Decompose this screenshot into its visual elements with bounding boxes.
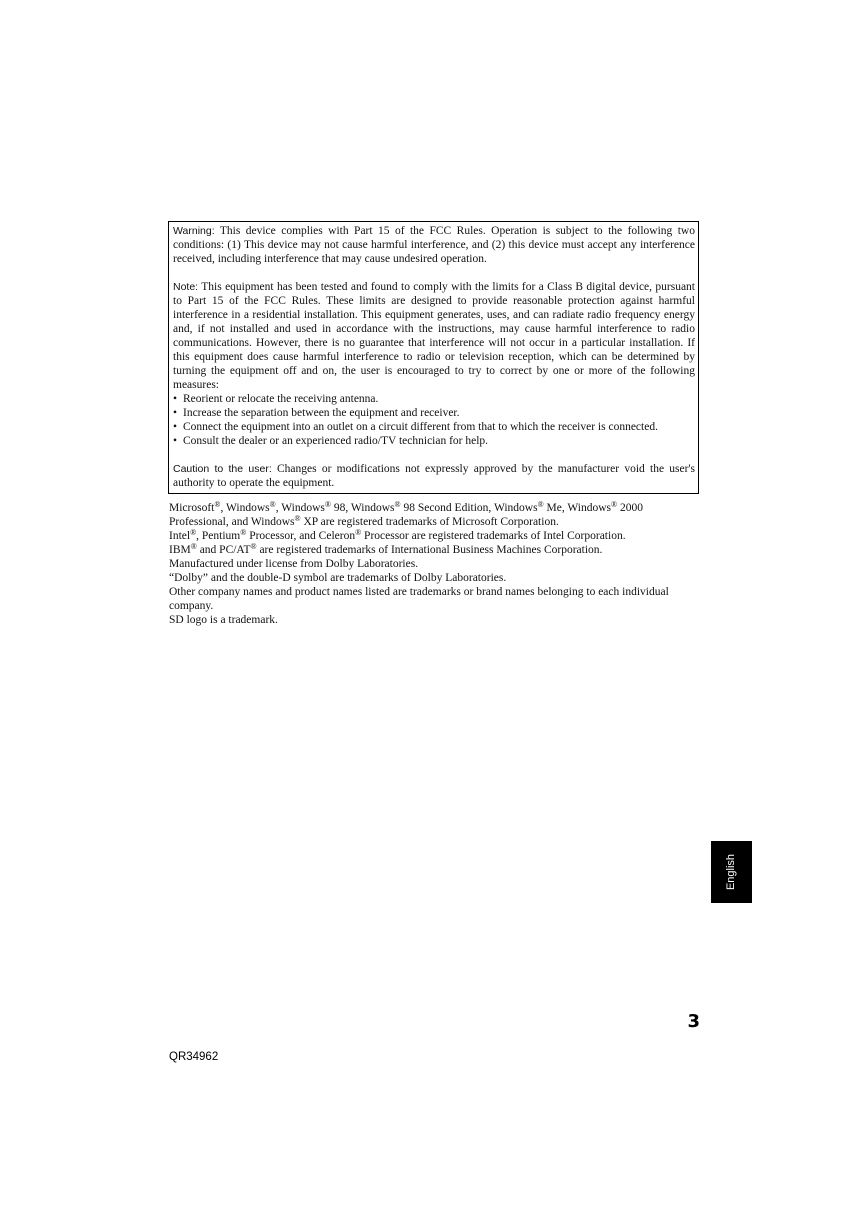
registered-mark: ® — [394, 500, 401, 509]
registered-mark: ® — [240, 528, 247, 537]
measures-list — [173, 392, 695, 448]
registered-mark: ® — [250, 542, 257, 551]
page-number: 3 — [687, 1011, 700, 1032]
fcc-notice-box — [168, 221, 699, 494]
dolby-trademark: “Dolby” and the double-D symbol are trademarks of Dolby Laboratories. — [169, 572, 507, 584]
document-code: QR34962 — [169, 1051, 219, 1063]
warning-lead: Warning: — [173, 225, 215, 237]
registered-mark: ® — [294, 514, 301, 523]
bullet-icon: • — [173, 421, 178, 433]
note-text: This equipment has been tested and found to comply with the limits for a Class B digital device, pursuant to Part 15 of the FCC Rules. These limits are designed to provide reasonable protection against harmful interference in a residential installation. This equipment generates, uses, and can radiate radio frequency energy and, if not installed and used in accordance with the instructions, may cause harmful interference to radio communications. However, there is no guarantee that interference will not occur in a particular installation. If this equipment does cause harmful interference to radio or television reception, which can be determined by turning the equipment off and on, the user is encouraged to try to correct by one or more of the following measures: — [173, 281, 695, 391]
caution-text: Changes or modifications not expressly approved by the manufacturer void the user's authority to operate the equipment. — [173, 463, 696, 489]
tm-text: 98 Second Edition, Windows — [400, 502, 538, 514]
other-trademarks: Other company names and product names listed are trademarks or brand names belonging to each individual company. — [169, 586, 669, 612]
registered-mark: ® — [355, 528, 362, 537]
note-lead: Note: — [173, 281, 199, 293]
tm-text: Intel — [169, 530, 191, 542]
tm-text: XP are registered trademarks of Microsoft Corporation. — [300, 516, 559, 528]
registered-mark: ® — [190, 528, 197, 537]
registered-mark: ® — [611, 500, 618, 509]
tm-text: , Windows — [275, 502, 325, 514]
intel-trademark — [169, 529, 699, 543]
warning-paragraph — [173, 224, 695, 266]
registered-mark: ® — [324, 500, 331, 509]
note-paragraph — [173, 280, 695, 392]
registered-mark: ® — [214, 500, 221, 509]
sd-trademark: SD logo is a trademark. — [169, 614, 278, 626]
registered-mark: ® — [190, 542, 197, 551]
measure-text: Increase the separation between the equipment and receiver. — [183, 407, 460, 419]
registered-mark: ® — [537, 500, 544, 509]
bullet-icon: • — [173, 435, 178, 447]
registered-mark: ® — [269, 500, 276, 509]
tm-text: and PC/AT — [196, 544, 251, 556]
tm-text: Me, Windows — [543, 502, 612, 514]
list-item — [173, 420, 695, 434]
tm-text: 98, Windows — [330, 502, 395, 514]
language-tab — [711, 841, 752, 903]
caution-lead: Caution to the user: — [173, 463, 272, 475]
ibm-trademark — [169, 543, 699, 557]
measure-text: Reorient or relocate the receiving antenna. — [183, 393, 379, 405]
measure-text: Connect the equipment into an outlet on a circuit different from that to which the receiver is connected. — [183, 421, 658, 433]
dolby-license: Manufactured under license from Dolby Laboratories. — [169, 558, 419, 570]
tm-text: , Pentium — [196, 530, 241, 542]
tm-text: Microsoft — [169, 502, 215, 514]
microsoft-trademark — [169, 501, 699, 529]
language-tab-label: English — [725, 853, 738, 891]
tm-text: , Windows — [220, 502, 270, 514]
tm-text: Processor are registered trademarks of Intel Corporation. — [361, 530, 626, 542]
warning-text: This device complies with Part 15 of the FCC Rules. Operation is subject to the following two conditions: (1) This device may not cause harmful interference, and (2) this device must accept any interference received, including interference that may cause undesired operation. — [173, 225, 695, 265]
bullet-icon: • — [173, 407, 178, 419]
measure-text: Consult the dealer or an experienced radio/TV technician for help. — [183, 435, 489, 447]
list-item — [173, 406, 695, 420]
bullet-icon: • — [173, 393, 178, 405]
tm-text: Processor, and Celeron — [246, 530, 356, 542]
tm-text: IBM — [169, 544, 191, 556]
list-item — [173, 434, 695, 448]
list-item — [173, 392, 695, 406]
tm-text: 2000 Professional, and Windows — [169, 502, 643, 528]
tm-text: are registered trademarks of International Business Machines Corporation. — [256, 544, 603, 556]
caution-paragraph — [173, 462, 695, 490]
trademarks-section — [169, 501, 699, 627]
